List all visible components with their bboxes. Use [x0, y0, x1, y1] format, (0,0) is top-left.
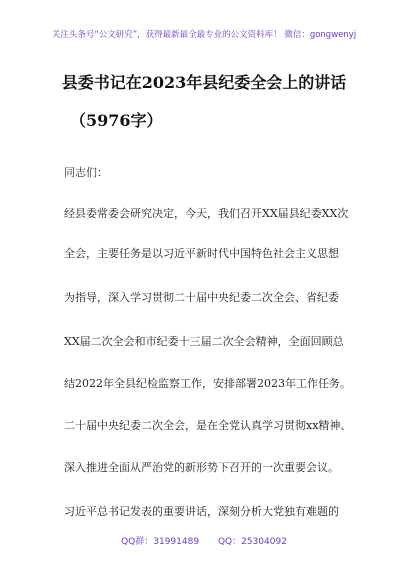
body-line: 经县委常委会研究决定，今天，我们召开XX届县纪委XX次 — [64, 207, 349, 220]
body-line: XX届二次全会和市纪委十三届二次全会精神，全面回顾总 — [64, 335, 344, 348]
body-line: 结2022年全县纪检监察工作，安排部署2023年工作任务。 — [64, 377, 351, 390]
promo-header: 关注头条号“公文研究”，获得最新最全最专业的公文资料库！ 微信：gongwenyj — [51, 30, 357, 40]
body-line: 全会，主要任务是以习近平新时代中国特色社会主义思想 — [64, 247, 339, 260]
word-count-subtitle: （5976字） — [70, 111, 163, 130]
body-line: 为指导，深入学习贯彻二十届中央纪委二次全会、省纪委 — [64, 291, 339, 304]
promo-footer — [0, 534, 408, 547]
body-line: 二十届中央纪委二次全会，是在全党认真学习贯彻xx精神、 — [64, 419, 352, 432]
qq-group-number: QQ群：31991489 — [121, 537, 200, 547]
page-title: 县委书记在2023年县纪委全会上的讲话 — [61, 73, 347, 92]
qq-number: QQ：25304092 — [217, 537, 287, 547]
salutation: 同志们： — [64, 166, 108, 179]
body-line: 习近平总书记发表的重要讲话，深刻分析大党独有难题的 — [64, 505, 339, 518]
body-line: 深入推进全面从严治党的新形势下召开的一次重要会议。 — [64, 461, 339, 474]
